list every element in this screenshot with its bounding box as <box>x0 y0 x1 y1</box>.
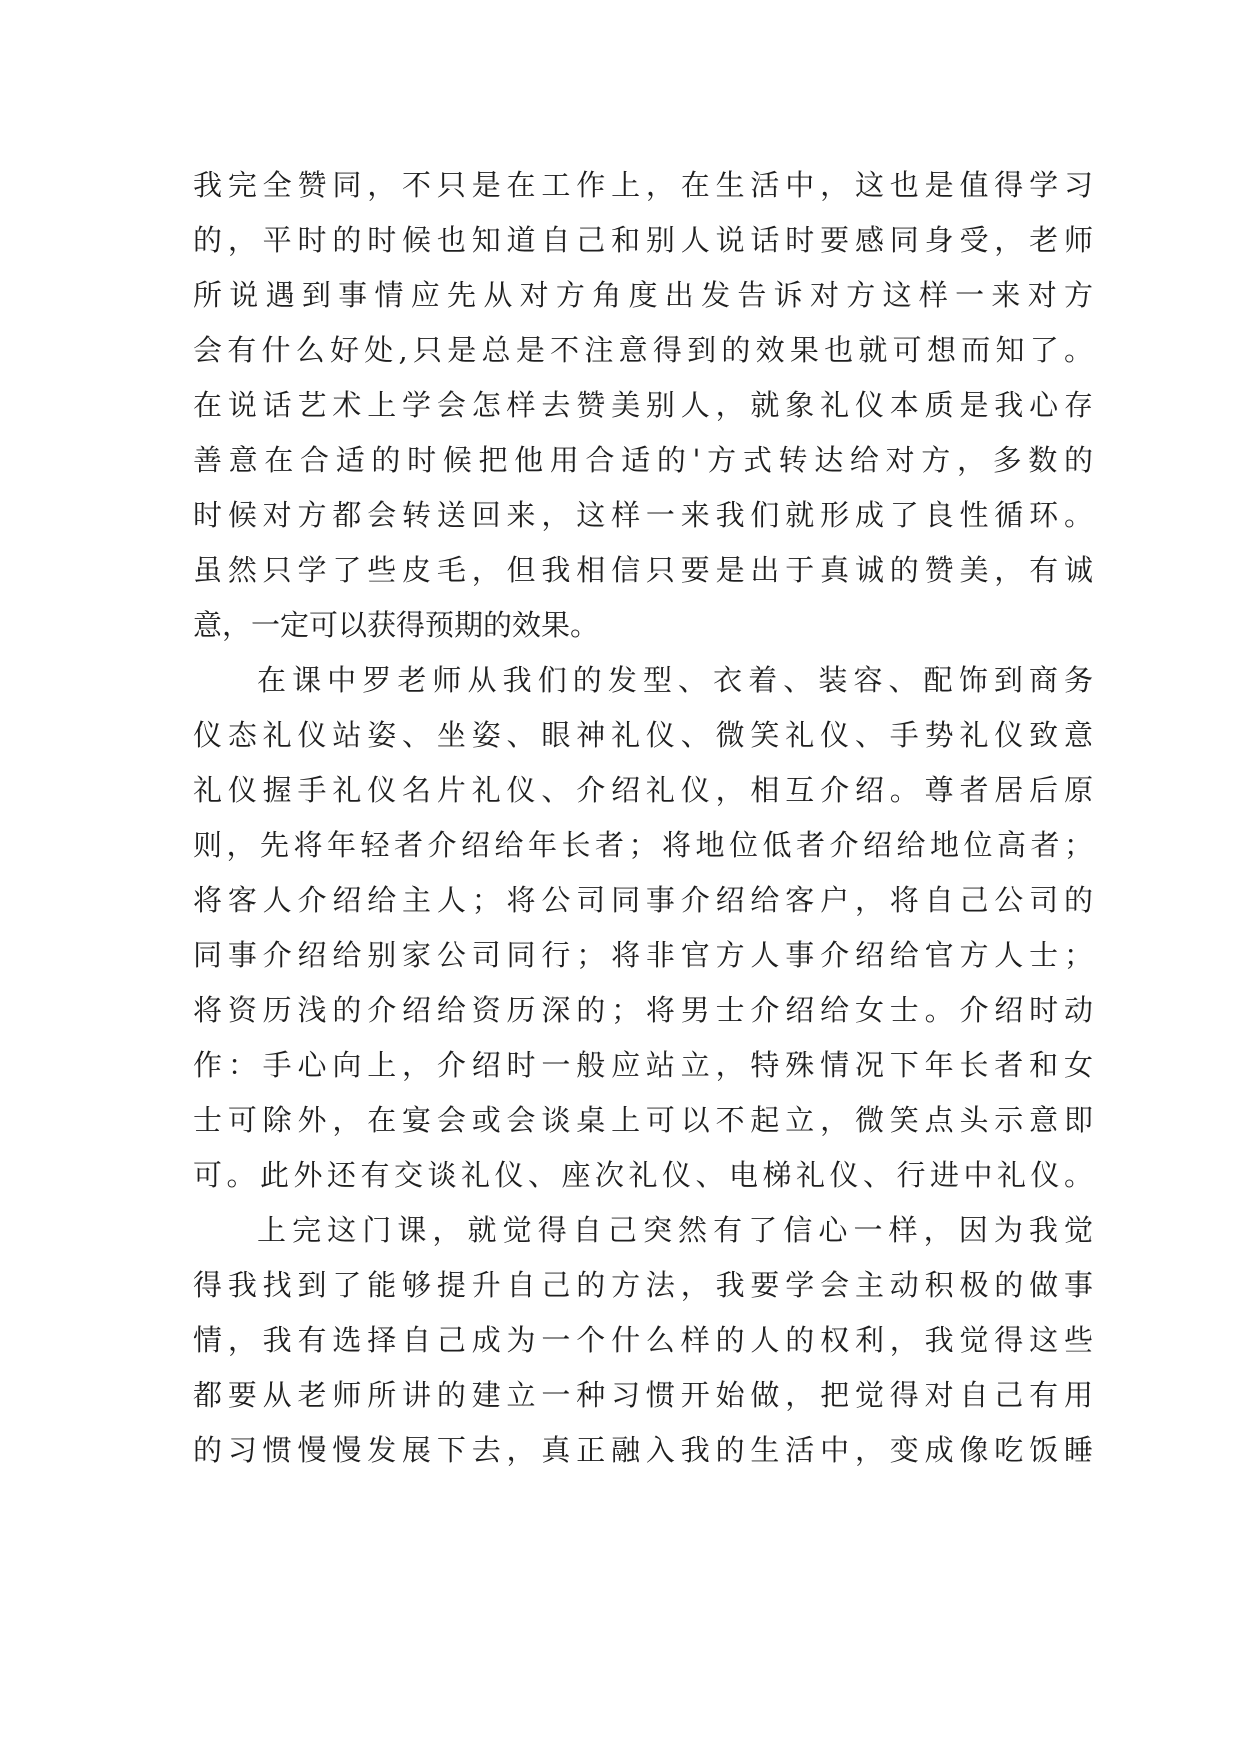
text-line: 善意在合适的时候把他用合适的'方式转达给对方，多数的 <box>193 443 1093 477</box>
text-line: 都要从老师所讲的建立一种习惯开始做，把觉得对自己有用 <box>193 1378 1093 1412</box>
text-line: 士可除外，在宴会或会谈桌上可以不起立，微笑点头示意即 <box>193 1103 1093 1137</box>
text-line: 的，平时的时候也知道自己和别人说话时要感同身受，老师 <box>193 223 1093 257</box>
text-line: 同事介绍给别家公司同行；将非官方人事介绍给官方人士； <box>193 938 1093 972</box>
text-line: 我完全赞同，不只是在工作上，在生活中，这也是值得学习 <box>193 168 1093 202</box>
text-line: 情，我有选择自己成为一个什么样的人的权利，我觉得这些 <box>193 1323 1093 1357</box>
text-line: 将客人介绍给主人；将公司同事介绍给客户，将自己公司的 <box>193 883 1093 917</box>
text-line: 虽然只学了些皮毛，但我相信只要是出于真诚的赞美，有诚 <box>193 553 1093 587</box>
text-line: 在说话艺术上学会怎样去赞美别人，就象礼仪本质是我心存 <box>193 388 1093 422</box>
text-line: 在课中罗老师从我们的发型、衣着、装容、配饰到商务 <box>257 663 1093 697</box>
body-text <box>193 158 1093 1478</box>
text-line: 意，一定可以获得预期的效果。 <box>193 608 600 642</box>
text-line: 上完这门课，就觉得自己突然有了信心一样，因为我觉 <box>257 1213 1093 1247</box>
text-line: 会有什么好处,只是总是不注意得到的效果也就可想而知了。 <box>193 333 1093 367</box>
text-line: 作：手心向上，介绍时一般应站立，特殊情况下年长者和女 <box>193 1048 1093 1082</box>
text-line: 得我找到了能够提升自己的方法，我要学会主动积极的做事 <box>193 1268 1093 1302</box>
text-line: 的习惯慢慢发展下去，真正融入我的生活中，变成像吃饭睡 <box>193 1433 1093 1467</box>
text-line: 则，先将年轻者介绍给年长者；将地位低者介绍给地位高者； <box>193 828 1093 862</box>
text-line: 所说遇到事情应先从对方角度出发告诉对方这样一来对方 <box>193 278 1093 312</box>
text-line: 礼仪握手礼仪名片礼仪、介绍礼仪，相互介绍。尊者居后原 <box>193 773 1093 807</box>
text-line: 时候对方都会转送回来，这样一来我们就形成了良性循环。 <box>193 498 1093 532</box>
text-line: 可。此外还有交谈礼仪、座次礼仪、电梯礼仪、行进中礼仪。 <box>193 1158 1093 1192</box>
text-line: 将资历浅的介绍给资历深的；将男士介绍给女士。介绍时动 <box>193 993 1093 1027</box>
text-line: 仪态礼仪站姿、坐姿、眼神礼仪、微笑礼仪、手势礼仪致意 <box>193 718 1093 752</box>
